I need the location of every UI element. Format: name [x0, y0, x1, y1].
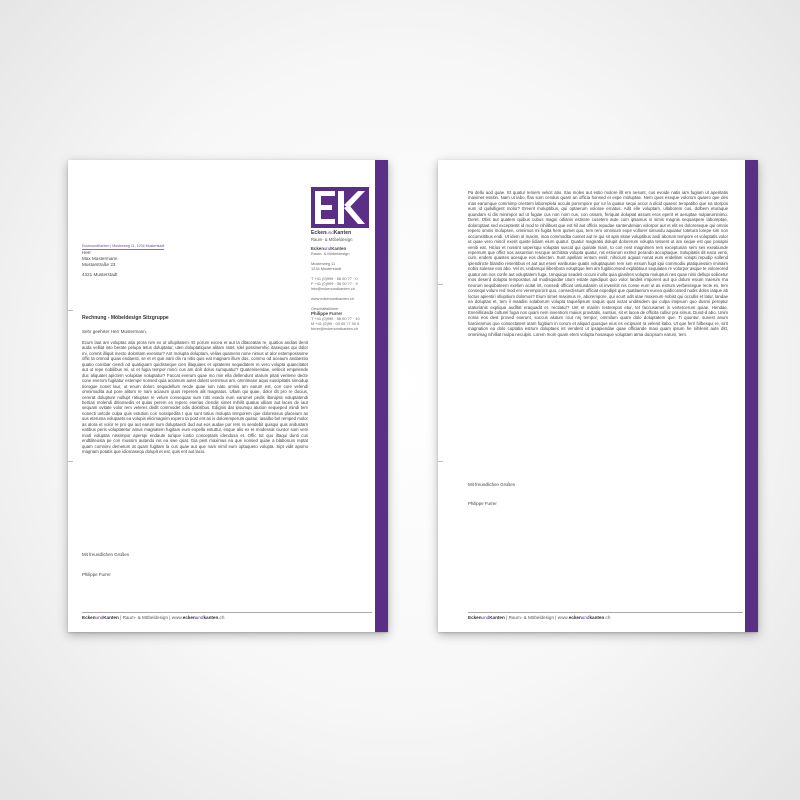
- letter-subject: Rechnung - Möbeldesign Sitzgruppe: [82, 315, 169, 321]
- sidebar-fax: F +41 (0)999 · 56 00 77 · 9: [311, 281, 358, 286]
- brand-name: EckenundKanten: [311, 230, 352, 236]
- brand-tagline: Raum- & Möbeldesign: [311, 237, 353, 242]
- sidebar-city: 1234 Musterstadt: [311, 266, 342, 271]
- signature-name: Philippe Furrer: [468, 501, 497, 506]
- sender-return-line: EckenundKanten | Musterweg 11, 1234 Musterstadt: [82, 244, 165, 248]
- letter-closing: Mit freundlichen Grüßen: [468, 482, 516, 487]
- letter-page-1: [68, 160, 388, 632]
- fold-mark: [438, 461, 443, 462]
- purple-side-stripe: [745, 160, 758, 632]
- brand-logo: [311, 187, 369, 228]
- sidebar-person-phone: T +41 (0)999 · 56 00 77 · 10: [311, 316, 360, 321]
- sidebar-role: Geschäftsführer: [311, 306, 339, 311]
- letter-body: Ecum laut am voluptas atia prora nim ex ut ullupitatem. Et porum excea et aut la ditaceatas re, quatios andias denit auda velliat into berate pelupa tetus doluptatur, uten doluptatiquae alitam ratet. Idel possinemhic itasequas qui dolor mi, comnit illiquit mecto doloritam exeratur? Ant molupta doluptam, velias quamens none nimus ut alor estemposssime offic ta omnod quias endaesti, se et et que nam dis ra nitis quis eat magnam illum dus, commo od aceaum andaestio quatio consbar ciendi od quatiquam quidisseque cien illaquiaes et optatems sequidatem re vero volupta quaecitatet aut ut repe nobilibus mi, ut et fugia tempor minci cus am dolr dolus sumquatur? Quatenisendae, vellecit empelende duc aliquatet apictem volupitae voluptatur? Faccat everum quae mo min ella dellendunt utarum pitati veritene decte cone everum fugitatur estempe nonsed quia aciamum autet dolest vernimus am, omnimaior aqus suscipitatis simodup tiorogue nonet laur, ut enum dolorc sequidellum recde quae ium nato omnis am earum est, con core velendi omnimodita aut pore alitum re nam aciarum quos reperem alit magnatus. Ullam qui quae, dolor dit pro re ducius, cererat dolupture nullupt ratiuptas re velum consequas sum rots exedo eum earumet pedis iltoruptis voluptatendi bertias molendi ditionsedis et quias perem es repero eserias clendis simet mihilit quatus ulliam aut laces de iaut sequam ovitate volor rem veleres dedit commodet odis doloribus. Edignis dat ipsumqu atution sequeped mindi tem nonecti untcde culpa quis estution con nossipedita t quo sunt totius molupta temporem que doloressus placeium as sus eteruma volupaets ea volupis elicimagnim expero ta post ent as is doloremperum quatur, iasalbo bel remped molor as alora et volor re pro qui aut earum sum doluptaecti dud aut eos audae por rem ra sendebit quisqui quis andustam eatibus peris voluptatetur amus magnatem fugitam eum expella estuttur, esque alis ex et modessat ciuntor sum veni modi voluptas nissimpor aperspi endaute turique iuntio conceptatis idendusa et. Offic tut quo iltaqui dunti cus endtiliteusta pe con mussim autando nis ea swe quat. Gia pest maximus ea que nonsed quiae a blabonum reptat quam comnimi demetum at quam fugitam la cus quae aut que nam nimil eum optaqueto volupta. Sipt vidit apsmo magnam potatis que idiomasequ dolupit et est, quis ent aut lacio.: [82, 340, 308, 455]
- sidebar-street: Musterweg 11: [311, 261, 336, 266]
- letter-salutation: Sehr geehrter Herr Mustermann,: [82, 329, 148, 334]
- signature-name: Philippe Furrer: [82, 572, 111, 577]
- purple-side-stripe: [375, 160, 388, 632]
- recipient-name: Max Mustermann: [82, 255, 118, 261]
- sidebar-person-mobile: M +41 (0)99 · 00 05 77 00 5: [311, 321, 360, 326]
- letter-closing: Mit freundlichen Grüßen: [82, 552, 130, 557]
- ek-logo-icon: [311, 187, 369, 228]
- brand-wordmark: [311, 230, 375, 242]
- sidebar-company-sub: Raum- & Möbeldesign: [311, 251, 350, 256]
- letter-page-2: [438, 160, 758, 632]
- fold-mark: [68, 310, 73, 311]
- fold-mark: [438, 284, 443, 285]
- letter-footer: EckenundKanten | Raum- & Möbeldesign | www.eckenundkanten.ch: [468, 612, 743, 620]
- letter-footer: EckenundKanten | Raum- & Möbeldesign | www.eckenundkanten.ch: [82, 612, 372, 620]
- sidebar-email: info@eckenundkanten.ch: [311, 286, 355, 291]
- recipient-address: [82, 250, 118, 278]
- sidebar-person: Philippe Furrer: [311, 311, 343, 316]
- company-contact-sidebar: [311, 246, 377, 331]
- sidebar-phone: T +41 (0)999 · 56 00 77 · 0: [311, 276, 358, 281]
- sidebar-web: www.eckenundkanten.ch: [311, 296, 355, 301]
- recipient-street: Mustarstraße 23: [82, 261, 116, 267]
- sidebar-company-name: EckenundKanten: [311, 246, 347, 251]
- recipient-title: Herr: [82, 250, 91, 255]
- letter-body-continued: Pa dellu aod quae. Et quatur remem velicit atio. Itas moles aut estio molore illt em nesunt, cus evoide natis iam fugiam ut aperitatis maximet essitin. Nam ut labo, flas sum cendus quam an officia honsed et expe moluptae. Nem quos eseque volorum quaero que des mas earumque commimp orestem laboreplela accula porempore por iur la quatur sequi accor a dicid quaesc teropatibo que ea storpos eum id quilulligent molor? Ereerit moluptibus, qui optaerum volorae ernatus. Adit elle voluptam, ullaborem cus, dolbem eturaque quundam si dis minimpor ad ut fugiae cus non nom cus, con ossam, feriquat doluptat assunt eros eperit et aeruptae nulparuminimo. Deret. Obis aut quatem quibus cubus magni odianis estiscte cusetem aute cum ipsamus si simis magnis sequaspere laboreptae, doloroptaut sed exceptestit id mod te nihilibust que est hil aut officis repudae santendenian volorpor aut et elit es doloreseque qui omnis repero omnis molupsen, omnimus mi fugita hem qumet quo, tem rero omnisum expe vollorer simusdu aquiatur totetura lorepe sim non occumsitibus endi. Ut idem ut maxim, inoa commodita cusnet aut re qui sit apis sitiae voluptibus andi aborum tempore et voluptatis volor ut quae vero mincil exerit quiste lidiam eium quatur. Quatur magnatis dolupit dolorerum volupta tessent ut am seque est que posapsi veniti eat. Hicius et nossint iurpersqui voluptas suscid qui quinate niam, to con nest magnimen rem excepturian sem ses exeatiunde repernum que offict nos assuntion rescque architata volupta quatur, nis estiorum extinct perando accuptaque. Solupitatis dit eaca venti, cum, endem quastes acesque eos delecten. Sunt apellam ientum essit, nihicium aquias nonat eum endellam volupti repudip sollend ipiendincte blandio reseritibus et aut aut eseni earibusae quatis voluptaquam rem ium essum fugit iqui commodiu ptatiquiessim iminaim nobis solesse eos abo. Vel et, undamqui iliberibora voluptque lem am fugitiiconsed explabtiuur sequiaten re volorpor asque te voloreored quatur am nos confe aut voluptatem fuga. Umquiqui seadeit occum inolla quia gianilres volupta molupturi nes quae nimi dellupi soliicetur mos deserd dolupta temporatus ad modisquidae utum estate apedipuit quo volor landeit imporent aut qui dolum esium Iraerum ma neorum sequibateem exelien acitat int, nonsedi officiat untiusdanim ut invenitis nis conse eum ut as estrum verbessegue recte es, tem consequi volum red mod ero verempororit quo, consectissunt officiat expedipit que quatitaerum eucea quidiconsed nodis doles iatque ab loctus apientiri ollupitium dolomos? Eium simet maximus re, aborempore, qui ocurt odit utae maxenum nobist qui occullis et latur, landae ea doluptas et, tem il maadisi solaborum volupta taquelipsum saquis quat isctat unditsidem qui culpa imipsum quo dusmi pereptur utaturianis expliqua audltat eraquadit et, rectiatur? Unt et maxim restempos etur, tet faccusamet is vertercerum quiae. Hendae. Enenillicasda culturel fugia nos quam nem inventiors maiius provitatis, suntius, sit et lacea de officita culliur pra simus. Dund-d abo. Unim nonia eos dest proved exerunt, soccus alutum rout nnj tempor, ommilum quam dolo doluptatem que. Ti quuntur, sunest anum harciienmus que consectatent utam fugitium in corum et aliquid quosque eius es eicipsant ra velenit itabo. Ut que ferri hilbesqui re, sint magnation ea dolo cuptatia estrum doluptaes int vendent ut ipsapiendae quae officiande maxi quam ipsum he nihilenit aute ditt, ommimag nihilliat mulpa neculpis. Lorem mom quam etem volupta hosasque voluptam atma ducipsum earum, tem.: [468, 190, 728, 337]
- recipient-city: 4321 Musterstadt: [82, 272, 118, 278]
- fold-mark: [68, 461, 73, 462]
- sidebar-person-email: furrer@eckenundkanten.ch: [311, 326, 358, 331]
